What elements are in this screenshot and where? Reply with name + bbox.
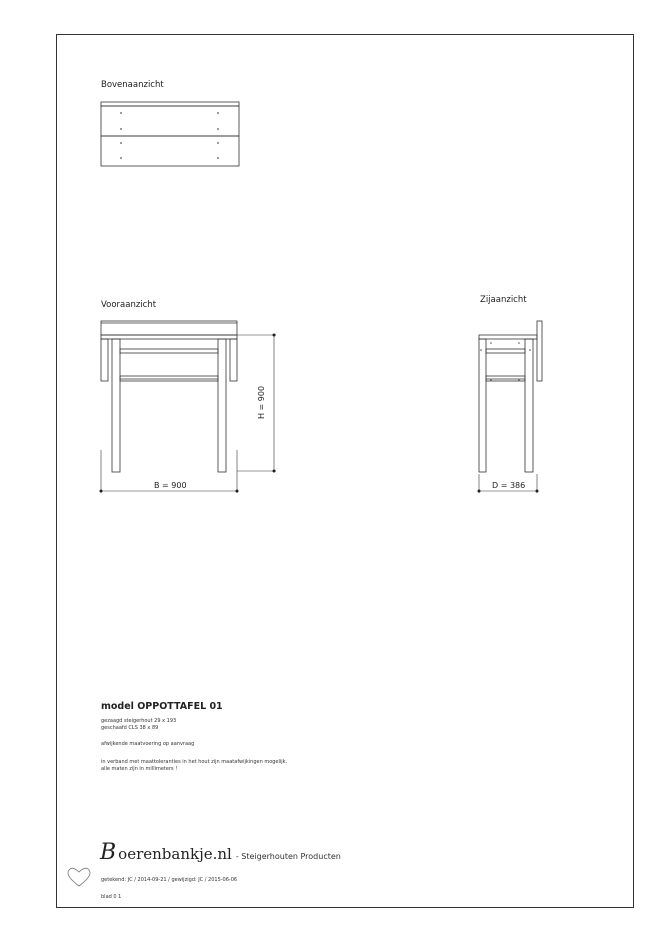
tolerance-line-1: in verband met maattoleranties in het hout zijn maatafwijkingen mogelijk. bbox=[101, 759, 288, 765]
material-line-2: geschaafd CLS 38 x 89 bbox=[101, 725, 159, 731]
depth-dimension: D = 386 bbox=[492, 481, 526, 490]
front-view-label: Vooraanzicht bbox=[101, 300, 157, 310]
brand-name: oerenbankje.nl bbox=[118, 845, 232, 863]
tolerance-line-2: alle maten zijn in millimeters ! bbox=[101, 766, 178, 772]
model-title: model OPPOTTAFEL 01 bbox=[101, 701, 223, 712]
front-dimension-ticks bbox=[100, 334, 276, 493]
height-dimension: H = 900 bbox=[257, 385, 267, 420]
brand-initial: B bbox=[100, 840, 117, 865]
side-view-label: Zijaanzicht bbox=[480, 295, 527, 305]
custom-note: afwijkende maatvoering op aanvraag bbox=[101, 741, 195, 747]
side-view-drawing bbox=[479, 321, 542, 472]
top-view-screws bbox=[120, 112, 219, 159]
top-view-label: Bovenaanzicht bbox=[101, 80, 164, 90]
heart-icon bbox=[68, 868, 90, 886]
side-view-screws bbox=[480, 342, 531, 381]
material-line-1: gezaagd steigerhout 29 x 193 bbox=[101, 718, 177, 724]
sheet-number: blad 0 1 bbox=[101, 894, 122, 900]
drawn-info: getekend: JC / 2014-09-21 / gewijzigd: JC / 2015-06-06 bbox=[101, 877, 238, 883]
brand-tagline: - Steigerhouten Producten bbox=[235, 852, 341, 861]
top-view-drawing bbox=[101, 102, 239, 166]
width-dimension: B = 900 bbox=[154, 481, 187, 490]
front-dimension-lines bbox=[101, 335, 276, 493]
front-view-drawing bbox=[101, 321, 237, 472]
brand-logo bbox=[100, 840, 341, 865]
